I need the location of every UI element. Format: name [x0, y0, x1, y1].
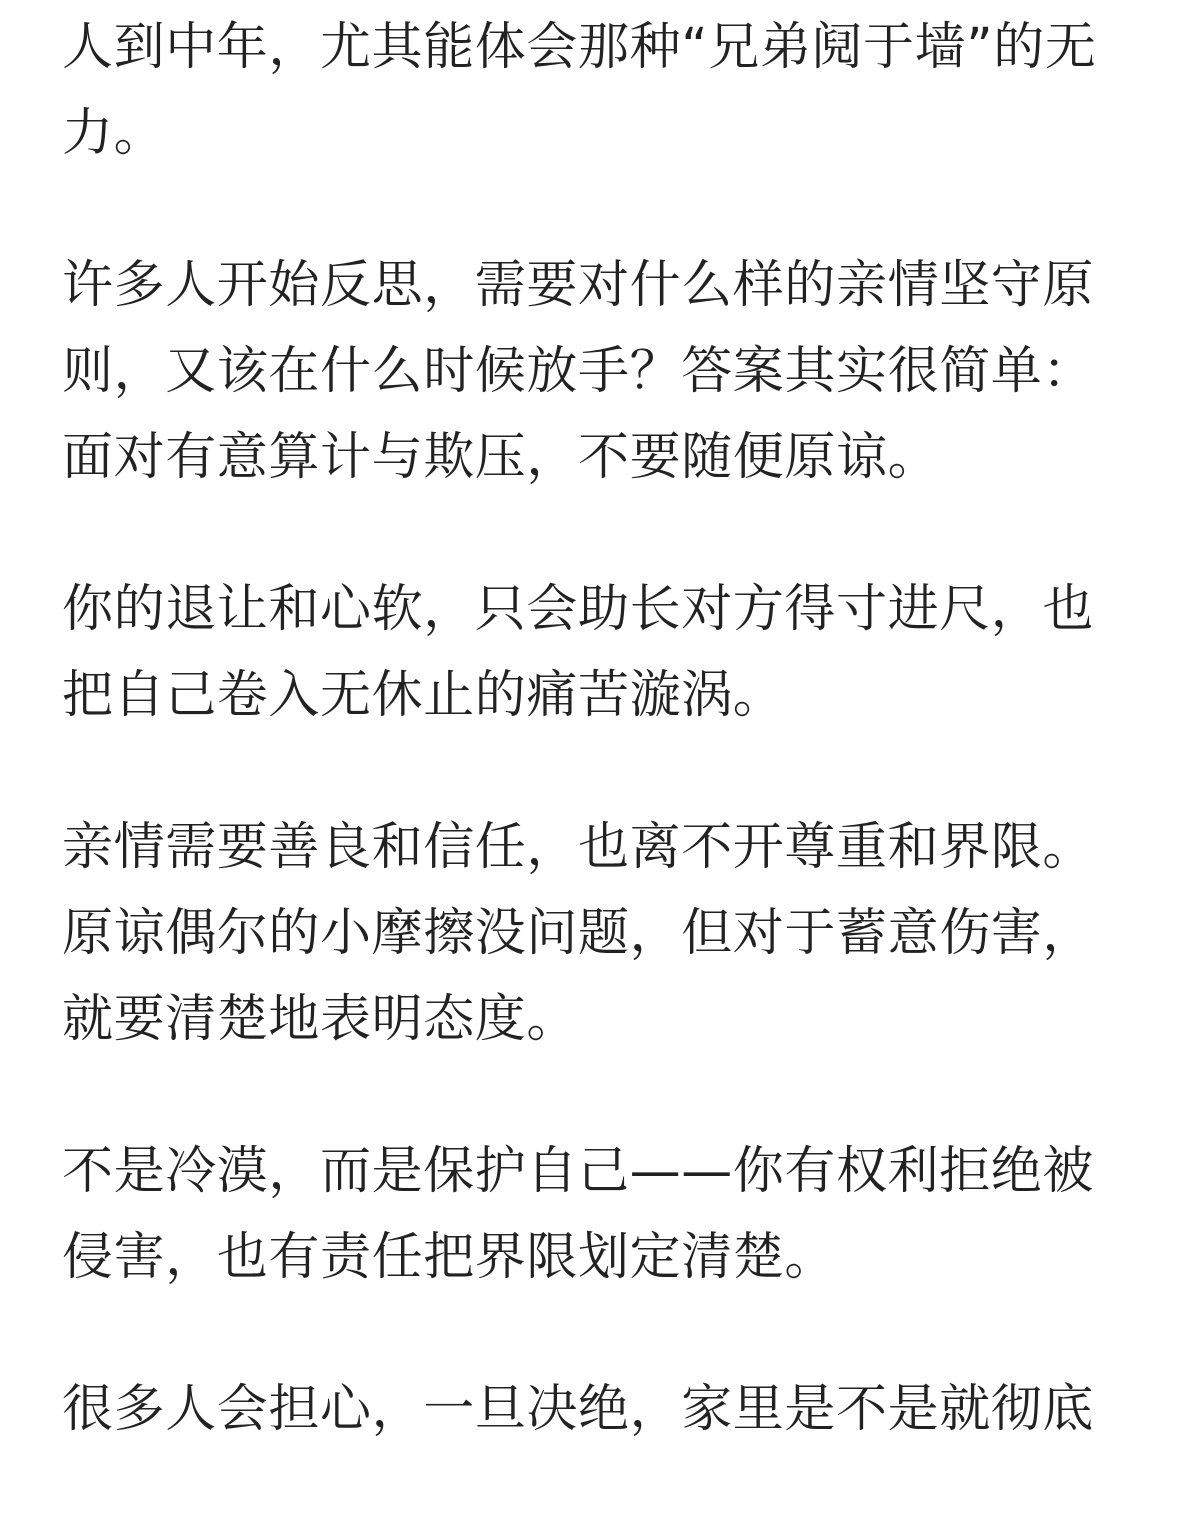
paragraph-line: 不是冷漠，而是保护自己——你有权利拒绝被 [62, 1142, 1095, 1201]
paragraph-line: 力。 [62, 104, 166, 163]
paragraph-6 [62, 1367, 1120, 1453]
paragraph-3 [62, 567, 1120, 739]
paragraph-line: 面对有意算计与欺压，不要随便原谅。 [62, 428, 940, 487]
paragraph-line: 很多人会担心，一旦决绝，家里是不是就彻底 [62, 1380, 1095, 1439]
paragraph-line: 原谅偶尔的小摩擦没问题，但对于蓄意伤害， [62, 904, 1095, 963]
paragraph-line: 人到中年，尤其能体会那种“兄弟阋于墙”的无 [62, 18, 1097, 77]
paragraph-line: 就要清楚地表明态度。 [62, 990, 579, 1049]
paragraph-line: 许多人开始反思，需要对什么样的亲情坚守原 [62, 256, 1095, 315]
paragraph-line: 把自己卷入无休止的痛苦漩涡。 [62, 666, 785, 725]
paragraph-4 [62, 805, 1120, 1063]
paragraph-5 [62, 1129, 1120, 1301]
paragraph-line: 你的退让和心软，只会助长对方得寸进尺，也 [62, 580, 1095, 639]
paragraph-line: 亲情需要善良和信任，也离不开尊重和界限。 [62, 818, 1095, 877]
paragraph-1 [62, 5, 1120, 177]
paragraph-line: 侵害，也有责任把界限划定清楚。 [62, 1228, 837, 1287]
paragraph-2 [62, 243, 1120, 501]
paragraph-line: 则，又该在什么时候放手？答案其实很简单： [62, 342, 1095, 401]
article-body [62, 5, 1120, 1519]
